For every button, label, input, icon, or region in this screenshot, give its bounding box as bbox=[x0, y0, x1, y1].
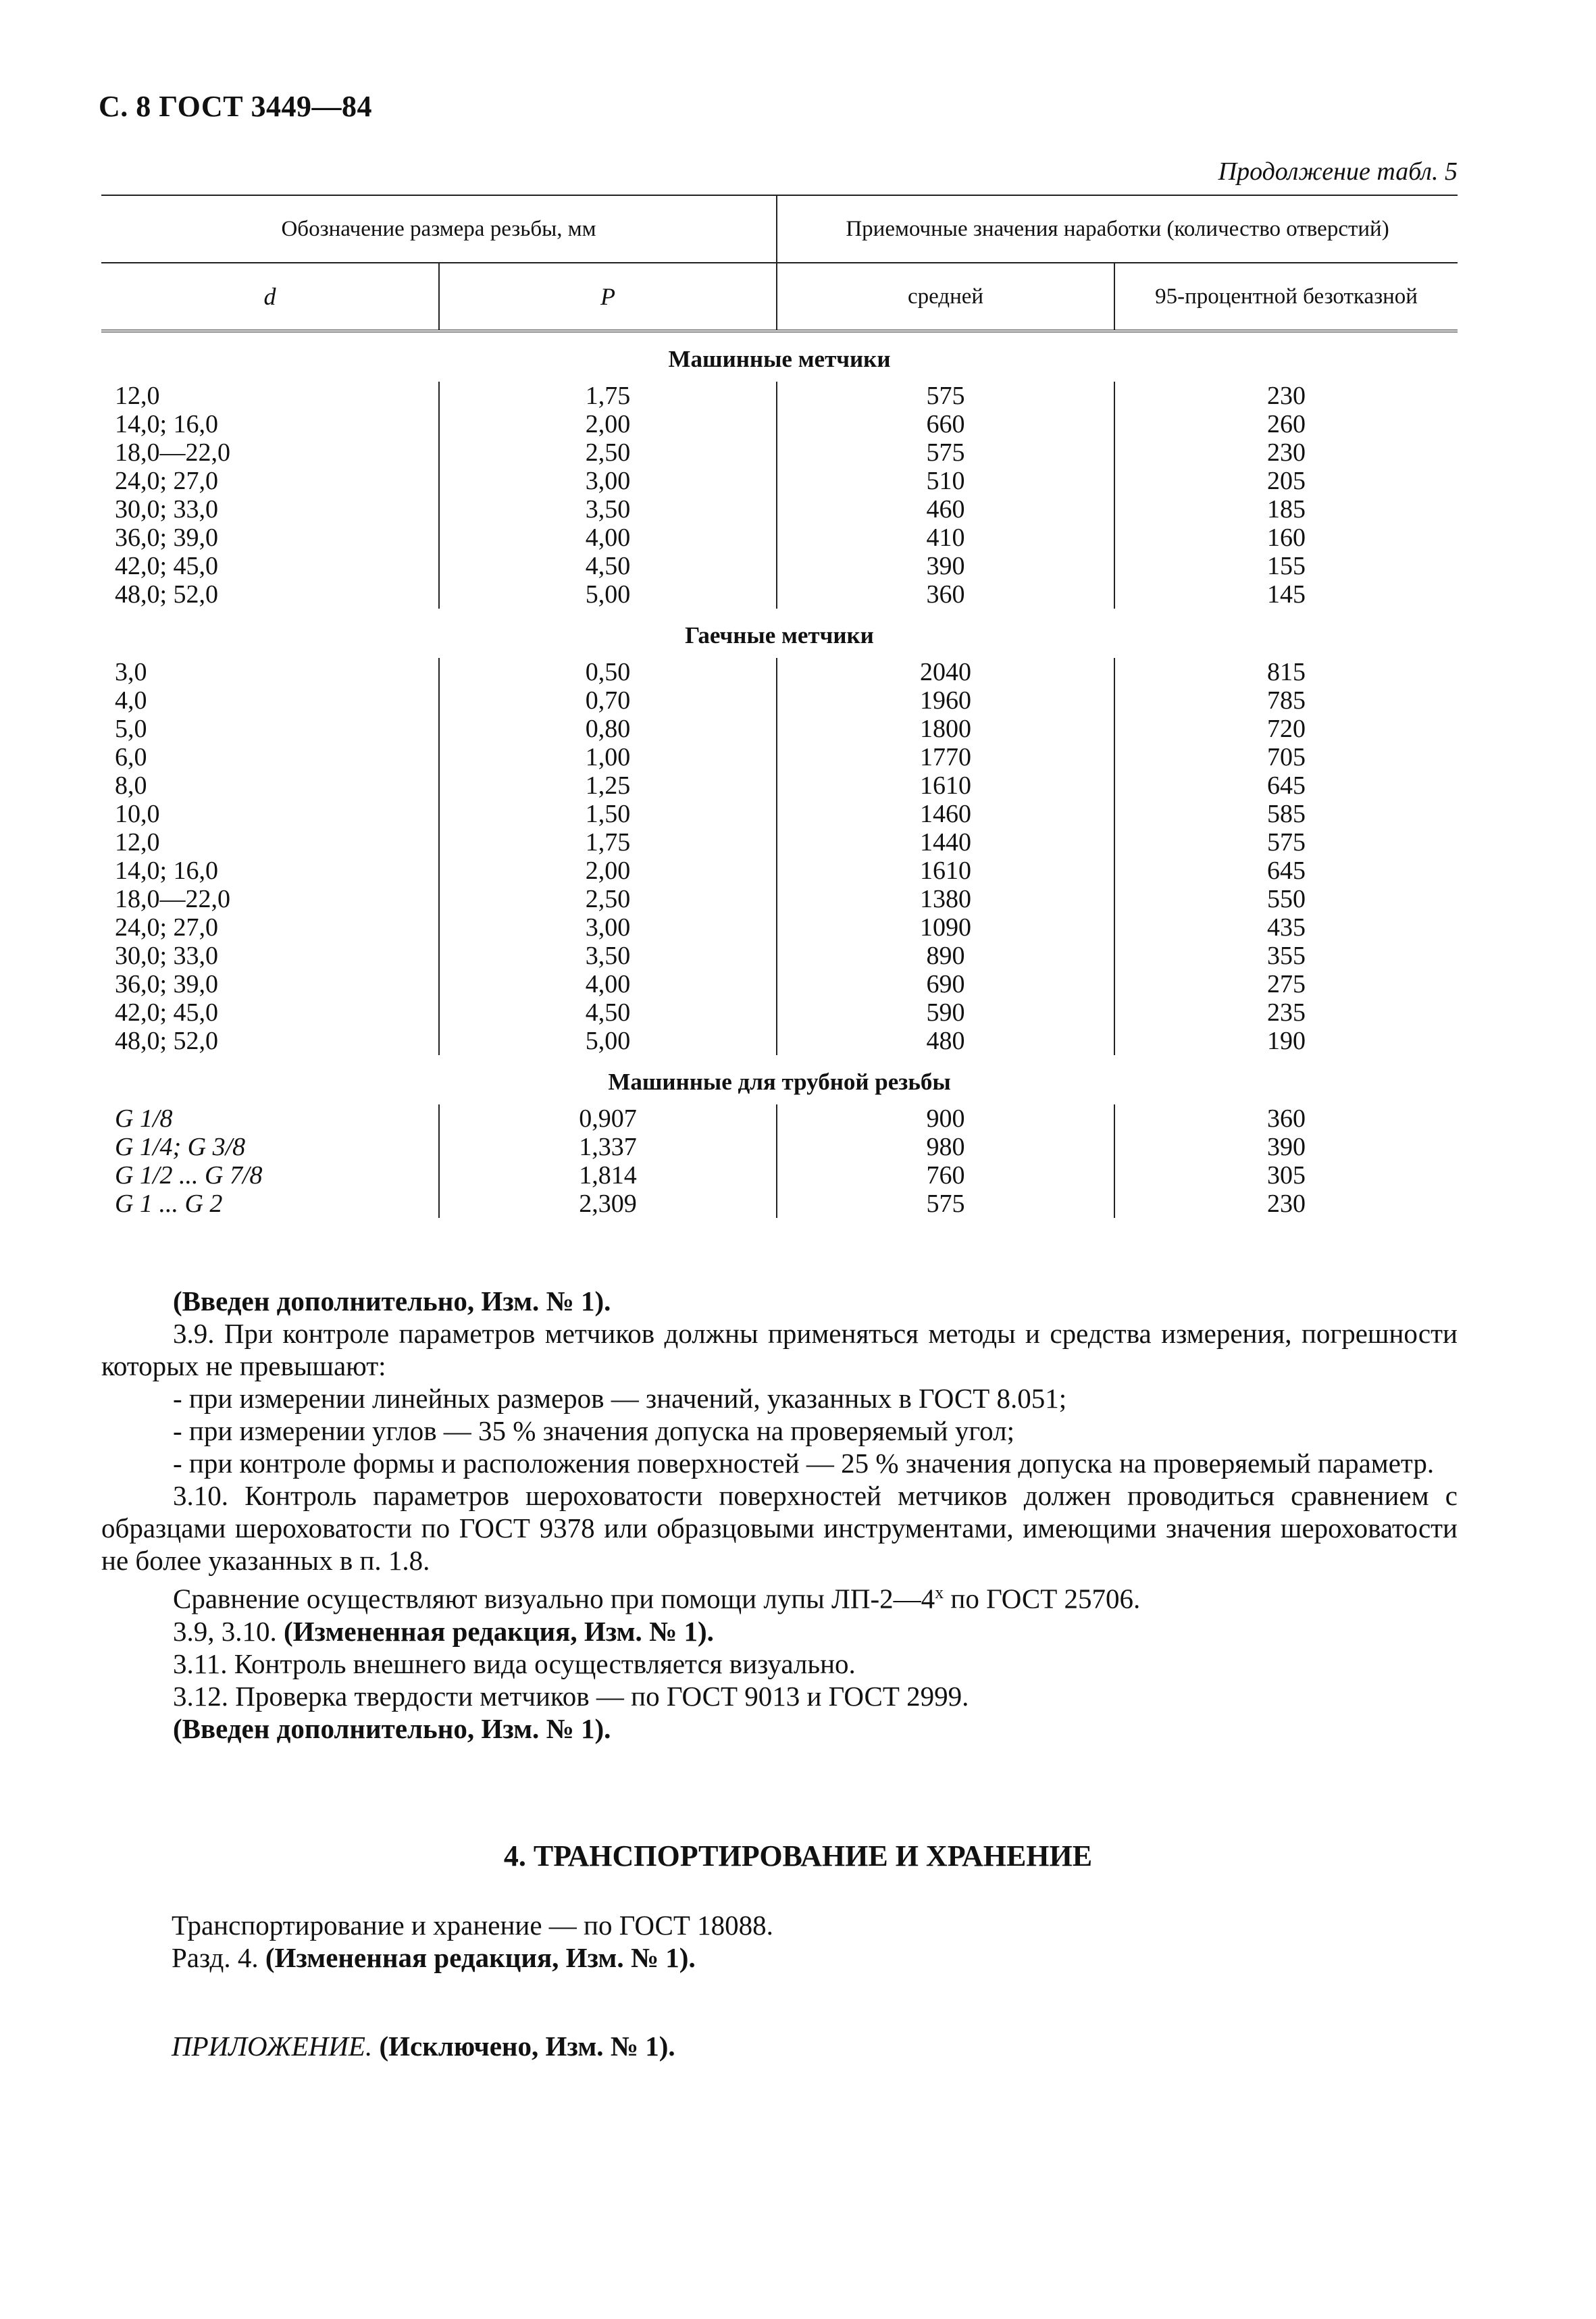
table-row bbox=[101, 1027, 1458, 1055]
cell-average: 575 bbox=[777, 382, 1114, 410]
cell-d: 4,0 bbox=[115, 686, 147, 715]
section-4-title: 4. ТРАНСПОРТИРОВАНИЕ И ХРАНЕНИЕ bbox=[503, 1839, 1093, 1872]
cell-average: 900 bbox=[777, 1104, 1114, 1133]
cell-95: 230 bbox=[1114, 382, 1458, 410]
section-title: Машинные метчики bbox=[668, 346, 891, 372]
comparison-sup: х bbox=[935, 1583, 944, 1602]
amendment-note-2: (Введен дополнительно, Изм. № 1). bbox=[173, 1712, 611, 1744]
cell-d: 12,0 bbox=[115, 828, 160, 857]
cell-95: 190 bbox=[1114, 1027, 1458, 1055]
cell-95: 185 bbox=[1114, 495, 1458, 524]
razd-ref: Разд. 4. bbox=[172, 1942, 259, 1973]
cell-average: 360 bbox=[777, 580, 1114, 609]
razd-bold: (Измененная редакция, Изм. № 1). bbox=[265, 1942, 696, 1973]
cell-average: 510 bbox=[777, 467, 1114, 495]
clause-3-10: 3.10. Контроль параметров шероховатости поверхностей метчиков должен проводиться сравнением с образцами шероховатости по ГОСТ 9378 или образцовыми инструментами, имеющими значения шероховатости не более указанных в п. 1.8. bbox=[101, 1480, 1458, 1576]
cell-95: 815 bbox=[1114, 658, 1458, 686]
table-row bbox=[101, 1161, 1458, 1190]
amendment-ref: 3.9, 3.10. bbox=[173, 1615, 277, 1647]
cell-average: 1090 bbox=[777, 913, 1114, 942]
cell-p: 3,00 bbox=[439, 467, 777, 495]
cell-p: 1,00 bbox=[439, 743, 777, 771]
cell-d: 30,0; 33,0 bbox=[115, 495, 219, 524]
amendment-note: (Введен дополнительно, Изм. № 1). bbox=[173, 1285, 611, 1317]
cell-average: 1440 bbox=[777, 828, 1114, 857]
cell-d: 10,0 bbox=[115, 800, 160, 828]
header-thread-designation: Обозначение размера резьбы, мм bbox=[101, 195, 777, 263]
section-row bbox=[101, 1055, 1458, 1104]
table-row bbox=[101, 998, 1458, 1027]
table-body bbox=[101, 331, 1458, 1218]
comparison-text bbox=[101, 1577, 1458, 1615]
cell-d: 30,0; 33,0 bbox=[115, 942, 219, 970]
cell-95: 705 bbox=[1114, 743, 1458, 771]
cell-average: 575 bbox=[777, 438, 1114, 467]
cell-d: 18,0—22,0 bbox=[115, 438, 230, 467]
cell-p: 4,00 bbox=[439, 970, 777, 998]
cell-p: 2,50 bbox=[439, 438, 777, 467]
section-title: Гаечные метчики bbox=[685, 622, 874, 648]
cell-d: 3,0 bbox=[115, 658, 147, 686]
cell-d: G 1/4; G 3/8 bbox=[115, 1133, 246, 1161]
bullet-angles: - при измерении углов — 35 % значения допуска на проверяемый угол; bbox=[173, 1415, 1014, 1446]
table-row bbox=[101, 857, 1458, 885]
cell-p: 2,50 bbox=[439, 885, 777, 913]
cell-95: 205 bbox=[1114, 467, 1458, 495]
table-row bbox=[101, 467, 1458, 495]
table-caption: Продолжение табл. 5 bbox=[1218, 157, 1458, 186]
cell-p: 3,50 bbox=[439, 942, 777, 970]
cell-d: G 1/2 ... G 7/8 bbox=[115, 1161, 263, 1190]
cell-p: 4,00 bbox=[439, 524, 777, 552]
header-average: средней bbox=[777, 263, 1114, 331]
cell-95: 360 bbox=[1114, 1104, 1458, 1133]
cell-95: 720 bbox=[1114, 715, 1458, 743]
cell-p: 0,50 bbox=[439, 658, 777, 686]
cell-p: 4,50 bbox=[439, 998, 777, 1027]
appendix-note bbox=[172, 2030, 675, 2062]
table-row bbox=[101, 495, 1458, 524]
table-row bbox=[101, 715, 1458, 743]
thread-table bbox=[101, 195, 1458, 1218]
table-row bbox=[101, 686, 1458, 715]
cell-average: 2040 bbox=[777, 658, 1114, 686]
body-text bbox=[101, 1285, 1458, 1745]
cell-95: 275 bbox=[1114, 970, 1458, 998]
table-row bbox=[101, 382, 1458, 410]
table-row bbox=[101, 828, 1458, 857]
cell-95: 785 bbox=[1114, 686, 1458, 715]
cell-p: 5,00 bbox=[439, 1027, 777, 1055]
clause-3-11: 3.11. Контроль внешнего вида осуществляется визуально. bbox=[173, 1648, 856, 1679]
cell-average: 890 bbox=[777, 942, 1114, 970]
cell-p: 2,00 bbox=[439, 857, 777, 885]
cell-p: 0,80 bbox=[439, 715, 777, 743]
cell-d: 8,0 bbox=[115, 771, 147, 800]
cell-p: 0,70 bbox=[439, 686, 777, 715]
clause-3-12: 3.12. Проверка твердости метчиков — по ГОСТ 9013 и ГОСТ 2999. bbox=[173, 1680, 969, 1712]
header-p: P bbox=[439, 263, 777, 331]
cell-average: 1610 bbox=[777, 771, 1114, 800]
table-row bbox=[101, 410, 1458, 438]
transport-text: Транспортирование и хранение — по ГОСТ 18088. bbox=[172, 1910, 773, 1941]
cell-d: 36,0; 39,0 bbox=[115, 970, 219, 998]
cell-average: 575 bbox=[777, 1190, 1114, 1218]
cell-95: 645 bbox=[1114, 857, 1458, 885]
cell-average: 410 bbox=[777, 524, 1114, 552]
table-row bbox=[101, 942, 1458, 970]
comparison-standard: по ГОСТ 25706. bbox=[944, 1583, 1141, 1614]
cell-95: 230 bbox=[1114, 438, 1458, 467]
appendix-bold: (Исключено, Изм. № 1). bbox=[379, 2031, 675, 2062]
table-row bbox=[101, 658, 1458, 686]
table-row bbox=[101, 913, 1458, 942]
cell-d: 5,0 bbox=[115, 715, 147, 743]
cell-d: 48,0; 52,0 bbox=[115, 1027, 219, 1055]
header-95-percent: 95-процентной безотказной bbox=[1114, 263, 1458, 331]
cell-p: 4,50 bbox=[439, 552, 777, 580]
cell-95: 305 bbox=[1114, 1161, 1458, 1190]
cell-p: 3,50 bbox=[439, 495, 777, 524]
section-4-amendment bbox=[172, 1941, 773, 1974]
table bbox=[101, 195, 1458, 1218]
table-row bbox=[101, 438, 1458, 467]
cell-p: 3,00 bbox=[439, 913, 777, 942]
table-row bbox=[101, 524, 1458, 552]
cell-d: 12,0 bbox=[115, 382, 160, 410]
table-row bbox=[101, 1133, 1458, 1161]
cell-d: G 1/8 bbox=[115, 1104, 173, 1133]
cell-d: 42,0; 45,0 bbox=[115, 998, 219, 1027]
clause-3-9: 3.9. При контроле параметров метчиков должны применяться методы и средства измерения, погрешности которых не превышают: bbox=[101, 1318, 1458, 1381]
cell-average: 760 bbox=[777, 1161, 1114, 1190]
cell-average: 1960 bbox=[777, 686, 1114, 715]
table-row bbox=[101, 1104, 1458, 1133]
header-acceptance-values: Приемочные значения наработки (количество отверстий) bbox=[777, 195, 1458, 263]
cell-p: 1,75 bbox=[439, 828, 777, 857]
cell-95: 235 bbox=[1114, 998, 1458, 1027]
cell-d: 24,0; 27,0 bbox=[115, 467, 219, 495]
table-row bbox=[101, 771, 1458, 800]
cell-p: 2,309 bbox=[439, 1190, 777, 1218]
cell-p: 1,50 bbox=[439, 800, 777, 828]
header-d: d bbox=[101, 263, 439, 331]
table-row bbox=[101, 580, 1458, 609]
section-4-body bbox=[172, 1909, 773, 1974]
cell-p: 5,00 bbox=[439, 580, 777, 609]
cell-average: 480 bbox=[777, 1027, 1114, 1055]
cell-95: 390 bbox=[1114, 1133, 1458, 1161]
cell-d: 42,0; 45,0 bbox=[115, 552, 219, 580]
table-row bbox=[101, 1190, 1458, 1218]
cell-95: 145 bbox=[1114, 580, 1458, 609]
table-row bbox=[101, 552, 1458, 580]
cell-d: 36,0; 39,0 bbox=[115, 524, 219, 552]
bullet-linear: - при измерении линейных размеров — значений, указанных в ГОСТ 8.051; bbox=[173, 1383, 1067, 1414]
section-row bbox=[101, 609, 1458, 658]
amendment-bold: (Измененная редакция, Изм. № 1). bbox=[284, 1615, 714, 1647]
cell-p: 1,75 bbox=[439, 382, 777, 410]
cell-average: 1610 bbox=[777, 857, 1114, 885]
bullet-form: - при контроле формы и расположения поверхностей — 25 % значения допуска на проверяемый параметр. bbox=[173, 1448, 1435, 1479]
table-row bbox=[101, 800, 1458, 828]
cell-average: 590 bbox=[777, 998, 1114, 1027]
page-header: С. 8 ГОСТ 3449—84 bbox=[99, 90, 373, 123]
cell-95: 355 bbox=[1114, 942, 1458, 970]
cell-average: 1380 bbox=[777, 885, 1114, 913]
cell-d: 6,0 bbox=[115, 743, 147, 771]
amendment-3-9-3-10 bbox=[101, 1615, 1458, 1648]
cell-average: 1770 bbox=[777, 743, 1114, 771]
cell-95: 435 bbox=[1114, 913, 1458, 942]
cell-d: 14,0; 16,0 bbox=[115, 410, 219, 438]
cell-95: 260 bbox=[1114, 410, 1458, 438]
cell-p: 1,25 bbox=[439, 771, 777, 800]
cell-average: 690 bbox=[777, 970, 1114, 998]
cell-p: 1,814 bbox=[439, 1161, 777, 1190]
cell-95: 230 bbox=[1114, 1190, 1458, 1218]
cell-p: 2,00 bbox=[439, 410, 777, 438]
cell-d: 14,0; 16,0 bbox=[115, 857, 219, 885]
cell-average: 1460 bbox=[777, 800, 1114, 828]
cell-95: 645 bbox=[1114, 771, 1458, 800]
cell-95: 575 bbox=[1114, 828, 1458, 857]
cell-average: 390 bbox=[777, 552, 1114, 580]
cell-p: 1,337 bbox=[439, 1133, 777, 1161]
cell-average: 460 bbox=[777, 495, 1114, 524]
cell-d: 48,0; 52,0 bbox=[115, 580, 219, 609]
cell-d: G 1 ... G 2 bbox=[115, 1190, 223, 1218]
section-title: Машинные для трубной резьбы bbox=[608, 1069, 951, 1095]
cell-average: 980 bbox=[777, 1133, 1114, 1161]
cell-95: 550 bbox=[1114, 885, 1458, 913]
appendix-label: ПРИЛОЖЕНИЕ. bbox=[172, 2031, 373, 2062]
cell-average: 1800 bbox=[777, 715, 1114, 743]
comparison-main: Сравнение осуществляют визуально при помощи лупы ЛП-2—4 bbox=[173, 1583, 935, 1614]
table-row bbox=[101, 743, 1458, 771]
cell-average: 660 bbox=[777, 410, 1114, 438]
cell-p: 0,907 bbox=[439, 1104, 777, 1133]
cell-95: 160 bbox=[1114, 524, 1458, 552]
section-row bbox=[101, 331, 1458, 382]
cell-95: 155 bbox=[1114, 552, 1458, 580]
table-row bbox=[101, 970, 1458, 998]
cell-95: 585 bbox=[1114, 800, 1458, 828]
table-row bbox=[101, 885, 1458, 913]
cell-d: 24,0; 27,0 bbox=[115, 913, 219, 942]
cell-d: 18,0—22,0 bbox=[115, 885, 230, 913]
